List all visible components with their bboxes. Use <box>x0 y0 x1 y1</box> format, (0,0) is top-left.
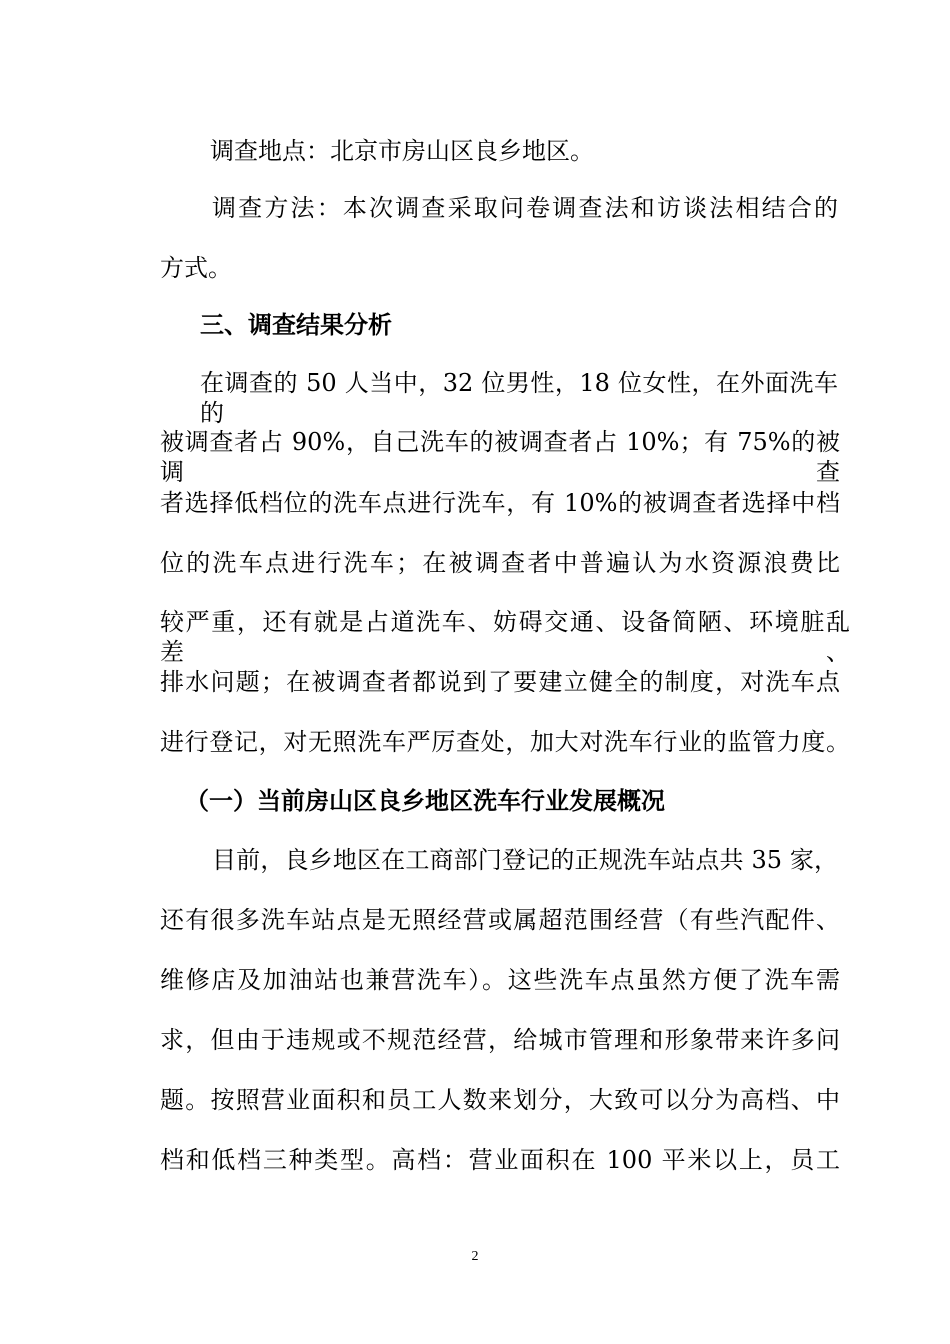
text-line-survey-method-cont: 方式。 <box>160 254 232 282</box>
paragraph-line: 者选择低档位的洗车点进行洗车，有 10%的被调查者选择中档 <box>160 489 840 517</box>
paragraph-line: 排水问题；在被调查者都说到了要建立健全的制度，对洗车点 <box>160 668 840 696</box>
paragraph-line: 在调查的 50 人当中，32 位男性，18 位女性，在外面洗车的 <box>200 369 838 427</box>
paragraph-line: 进行登记，对无照洗车严厉查处，加大对洗车行业的监管力度。 <box>160 728 850 756</box>
paragraph-line: 维修店及加油站也兼营洗车）。这些洗车点虽然方便了洗车需 <box>160 966 840 994</box>
subsection-heading-overview: （一）当前房山区良乡地区洗车行业发展概况 <box>185 786 665 815</box>
paragraph-line: 被调查者占 90%，自己洗车的被调查者占 10%；有 75%的被调查 <box>160 428 840 486</box>
paragraph-line: 目前，良乡地区在工商部门登记的正规洗车站点共 35 家， <box>212 846 838 874</box>
paragraph-line: 求，但由于违规或不规范经营，给城市管理和形象带来许多问 <box>160 1026 840 1054</box>
paragraph-line: 还有很多洗车站点是无照经营或属超范围经营（有些汽配件、 <box>160 906 840 934</box>
paragraph-line: 题。按照营业面积和员工人数来划分，大致可以分为高档、中 <box>160 1086 840 1114</box>
text-line-survey-location: 调查地点：北京市房山区良乡地区。 <box>210 137 594 165</box>
text-line-survey-method: 调查方法：本次调查采取问卷调查法和访谈法相结合的 <box>212 194 838 222</box>
paragraph-line: 档和低档三种类型。高档：营业面积在 100 平米以上，员工 <box>160 1146 840 1174</box>
paragraph-line: 较严重，还有就是占道洗车、妨碍交通、设备简陋、环境脏乱差、 <box>160 608 850 666</box>
paragraph-line: 位的洗车点进行洗车；在被调查者中普遍认为水资源浪费比 <box>160 549 840 577</box>
section-heading-results: 三、调查结果分析 <box>200 310 392 339</box>
page-number: 2 <box>471 1249 479 1264</box>
